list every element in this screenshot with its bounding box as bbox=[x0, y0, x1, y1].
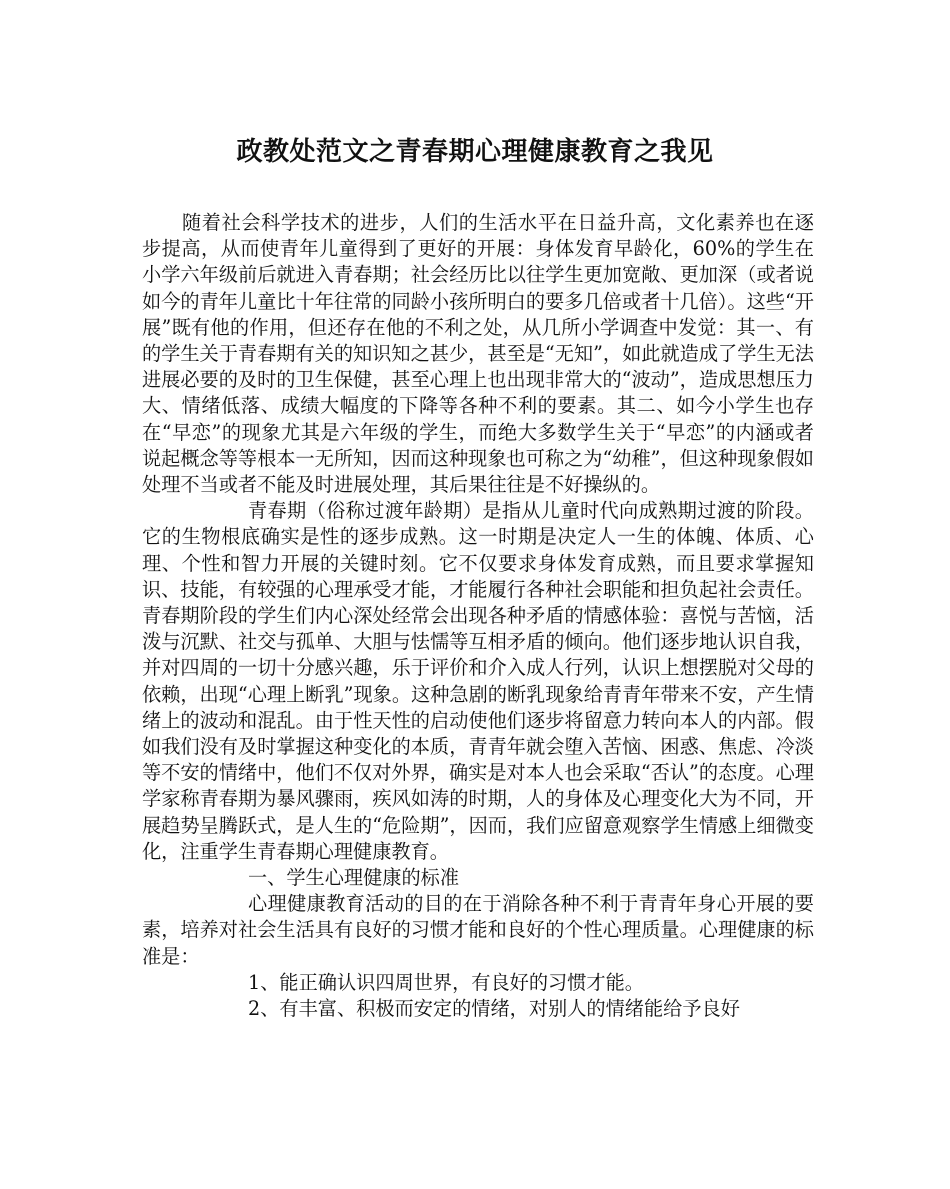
paragraph-intro: 随着社会科学技术的进步，人们的生活水平在日益升高，文化素养也在逐步提高，从而使青年儿童得到了更好的开展：身体发育早龄化，60%的学生在小学六年级前后就进入青春期；社会经历比以往学生更加宽敞、更加深（或者说如今的青年儿童比十年往常的同龄小孩所明白的要多几倍或者十几倍）。这些“开展”既有他的作用，但还存在他的不利之处，从几所小学调查中发觉：其一、有的学生关于青春期有关的知识知之甚少，甚至是“无知”，如此就造成了学生无法进展必要的及时的卫生保健，甚至心理上也出现非常大的“波动”，造成思想压力大、情绪低落、成绩大幅度的下降等各种不利的要素。其二、如今小学生也存在“早恋”的现象尤其是六年级的学生，而绝大多数学生关于“早恋”的内涵或者说起概念等等根本一无所知，因而这种现象也可称之为“幼稚”，但这种现象假如处理不当或者不能及时进展处理，其后果往往是不好操纵的。 bbox=[142, 211, 814, 497]
paragraph-goals: 心理健康教育活动的目的在于消除各种不利于青青年身心开展的要素，培养对社会生活具有良好的习惯才能和良好的个性心理质量。心理健康的标准是： bbox=[142, 892, 814, 968]
document-title: 政教处范文之青春期心理健康教育之我见 bbox=[236, 137, 714, 167]
paragraph-puberty: 青春期（俗称过渡年龄期）是指从儿童时代向成熟期过渡的阶段。它的生物根底确实是性的逐步成熟。这一时期是决定人一生的体魄、体质、心理、个性和智力开展的关键时刻。它不仅要求身体发育成熟，而且要求掌握知识、技能，有较强的心理承受才能，才能履行各种社会职能和担负起社会责任。青春期阶段的学生们内心深处经常会出现各种矛盾的情感体验：喜悦与苦恼，活泼与沉默、社交与孤单、大胆与怯懦等互相矛盾的倾向。他们逐步地认识自我，并对四周的一切十分感兴趣，乐于评价和介入成人行列，认识上想摆脱对父母的依赖，出现“心理上断乳”现象。这种急剧的断乳现象给青青年带来不安，产生情绪上的波动和混乱。由于性天性的启动使他们逐步将留意力转向本人的内部。假如我们没有及时掌握这种变化的本质，青青年就会堕入苦恼、困惑、焦虑、冷淡等不安的情绪中，他们不仅对外界，确实是对本人也会采取“否认”的态度。心理学家称青春期为暴风骤雨，疾风如涛的时期，人的身体及心理变化大为不同，开展趋势呈腾跃式，是人生的“危险期”，因而，我们应留意观察学生情感上细微变化，注重学生青春期心理健康教育。 bbox=[142, 499, 814, 863]
document-body bbox=[142, 210, 814, 1022]
list-item-1: 1、能正确认识四周世界，有良好的习惯才能。 bbox=[248, 970, 644, 994]
list-item-2: 2、有丰富、积极而安定的情绪，对别人的情绪能给予良好 bbox=[248, 997, 740, 1021]
section-heading-standards: 一、学生心理健康的标准 bbox=[248, 866, 460, 890]
